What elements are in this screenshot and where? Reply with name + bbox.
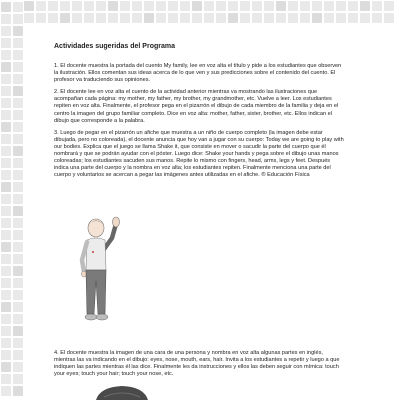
edge-square [324, 13, 334, 23]
hair-illustration-partial [92, 385, 152, 400]
edge-square [156, 13, 166, 23]
edge-square [13, 38, 23, 48]
edge-square [360, 1, 370, 11]
edge-square [1, 2, 11, 12]
edge-square [1, 98, 11, 108]
edge-square [13, 350, 23, 360]
edge-square [48, 1, 58, 11]
edge-square [204, 13, 214, 23]
edge-square [120, 1, 130, 11]
edge-square [300, 13, 310, 23]
edge-square [348, 13, 358, 23]
edge-square [192, 13, 202, 23]
edge-square [180, 1, 190, 11]
edge-square [336, 1, 346, 11]
edge-square [204, 1, 214, 11]
edge-square [1, 326, 11, 336]
edge-square [372, 1, 382, 11]
edge-square [13, 194, 23, 204]
edge-square [1, 218, 11, 228]
edge-square [312, 1, 322, 11]
edge-square [228, 1, 238, 11]
edge-square [156, 1, 166, 11]
edge-square [312, 13, 322, 23]
edge-square [13, 230, 23, 240]
edge-square [216, 1, 226, 11]
edge-square [13, 86, 23, 96]
edge-square [360, 13, 370, 23]
edge-square [60, 1, 70, 11]
edge-square [13, 110, 23, 120]
edge-square [144, 1, 154, 11]
edge-square [84, 1, 94, 11]
edge-square [13, 206, 23, 216]
edge-square [240, 13, 250, 23]
edge-square [13, 98, 23, 108]
edge-square [48, 13, 58, 23]
edge-square [168, 1, 178, 11]
edge-square [1, 194, 11, 204]
edge-square [192, 1, 202, 11]
edge-square [13, 242, 23, 252]
edge-square [288, 13, 298, 23]
edge-square [1, 254, 11, 264]
edge-square [96, 1, 106, 11]
edge-square [13, 266, 23, 276]
edge-square [13, 50, 23, 60]
edge-square [1, 230, 11, 240]
edge-square [276, 1, 286, 11]
edge-square [372, 13, 382, 23]
edge-square [36, 13, 46, 23]
edge-square [1, 242, 11, 252]
edge-square [84, 13, 94, 23]
edge-square [324, 1, 334, 11]
edge-square [13, 374, 23, 384]
edge-square [13, 362, 23, 372]
activity-paragraph-3: 3. Luego de pegar en el pizarrón un afiche que muestra a un niño de cuerpo completo (la imagen debe estar dibujada, pero no coloreada), el docente anuncia que hoy van a jugar con su cuerpo: Today we are going to play with our bodies. Explica que el juego se llama Shake it, que consiste en mover o sacudir la parte del cuerpo que él nombrará y que se podrán ayudar con el póster. Luego dice: Shake your hands y pega sobre el dibujo unas manos coloreadas; los estudiantes sacuden sus manos. Repite lo mismo con fingers, head, arms, legs y feet. Después indica una parte del cuerpo y la nombra en voz alta; los estudiantes repiten. Finalmente menciona una parte del cuerpo y voluntarios se acercan a pegar las imágenes antes utilizadas en el afiche. ® Educación Física [54, 129, 344, 179]
edge-square [1, 86, 11, 96]
edge-square [96, 13, 106, 23]
edge-square [24, 1, 34, 11]
edge-square [1, 134, 11, 144]
edge-square [13, 338, 23, 348]
page-title: Actividades sugeridas del Programa [54, 43, 175, 50]
edge-square [1, 62, 11, 72]
edge-square [132, 13, 142, 23]
edge-square [13, 26, 23, 36]
edge-square [13, 158, 23, 168]
edge-square [384, 13, 394, 23]
edge-square [13, 326, 23, 336]
decorative-edge-left [0, 0, 22, 400]
edge-square [1, 338, 11, 348]
edge-square [120, 13, 130, 23]
edge-square [1, 314, 11, 324]
edge-square [1, 110, 11, 120]
edge-square [240, 1, 250, 11]
edge-square [1, 278, 11, 288]
edge-square [1, 146, 11, 156]
edge-square [180, 13, 190, 23]
edge-square [1, 50, 11, 60]
edge-square [13, 386, 23, 396]
edge-square [1, 38, 11, 48]
edge-square [1, 74, 11, 84]
edge-square [13, 254, 23, 264]
edge-square [348, 1, 358, 11]
edge-square [1, 122, 11, 132]
edge-square [1, 170, 11, 180]
edge-square [1, 158, 11, 168]
edge-square [168, 13, 178, 23]
edge-square [13, 74, 23, 84]
edge-square [36, 1, 46, 11]
edge-square [276, 13, 286, 23]
edge-square [13, 182, 23, 192]
edge-square [300, 1, 310, 11]
edge-square [13, 122, 23, 132]
edge-square [216, 13, 226, 23]
edge-square [252, 1, 262, 11]
edge-square [60, 13, 70, 23]
edge-square [252, 13, 262, 23]
edge-square [1, 290, 11, 300]
edge-square [13, 314, 23, 324]
edge-square [384, 1, 394, 11]
edge-square [1, 302, 11, 312]
edge-square [13, 62, 23, 72]
edge-square [1, 350, 11, 360]
edge-square [1, 362, 11, 372]
edge-square [1, 374, 11, 384]
edge-square [13, 218, 23, 228]
edge-square [1, 206, 11, 216]
edge-square [1, 14, 11, 24]
edge-square [13, 134, 23, 144]
activity-paragraph-2: 2. El docente lee en voz alta el cuento de la actividad anterior mientras va mostrando las ilustraciones que acompañan cada página: my mother, my father, my brother, my grandmother, etc. Vuelve a leer. Los estudiantes repiten en voz alta. Finalmente, el profesor pega en el pizarrón el dibujo de cada miembro de la familia y deja en el centro la imagen del grupo familiar completo. Dice en voz alta: mother, father, sister, brother, etc. Ellos indican el dibujo que corresponde a la palabra. [54, 89, 339, 124]
edge-square [1, 386, 11, 396]
edge-square [264, 1, 274, 11]
boy-waving-illustration [72, 214, 124, 326]
edge-square [72, 1, 82, 11]
edge-square [1, 182, 11, 192]
edge-square [72, 13, 82, 23]
edge-square [13, 290, 23, 300]
activity-paragraph-1: 1. El docente muestra la portada del cuento My family, lee en voz alta el título y pide a los estudiantes que observen la ilustración. Ellos comentan sus ideas acerca de lo que ven y sus predicciones sobre el contenido del cuento. El profesor va traduciendo sus opiniones. [54, 63, 342, 84]
edge-square [336, 13, 346, 23]
activity-paragraph-4: 4. El docente muestra la imagen de una cara de una persona y nombra en voz alta algunas partes en inglés, mientras las va indicando en el dibujo: eyes, nose, mouth, ears, hair. Invita a los estudiantes a repetir y luego a que indiquen las partes mientras él las dice. Finalmente les da instrucciones y ellos las deben seguir con mímica: touch your eyes; touch your hair; touch your nose, etc. [54, 350, 340, 378]
edge-square [13, 146, 23, 156]
document-body [54, 30, 344, 184]
edge-square [13, 302, 23, 312]
edge-square [13, 278, 23, 288]
edge-square [228, 13, 238, 23]
decorative-edge-top [22, 0, 400, 22]
edge-square [24, 13, 34, 23]
edge-square [264, 13, 274, 23]
edge-square [144, 13, 154, 23]
edge-square [1, 26, 11, 36]
edge-square [13, 170, 23, 180]
edge-square [288, 1, 298, 11]
edge-square [108, 1, 118, 11]
edge-square [132, 1, 142, 11]
edge-square [1, 266, 11, 276]
edge-square [108, 13, 118, 23]
